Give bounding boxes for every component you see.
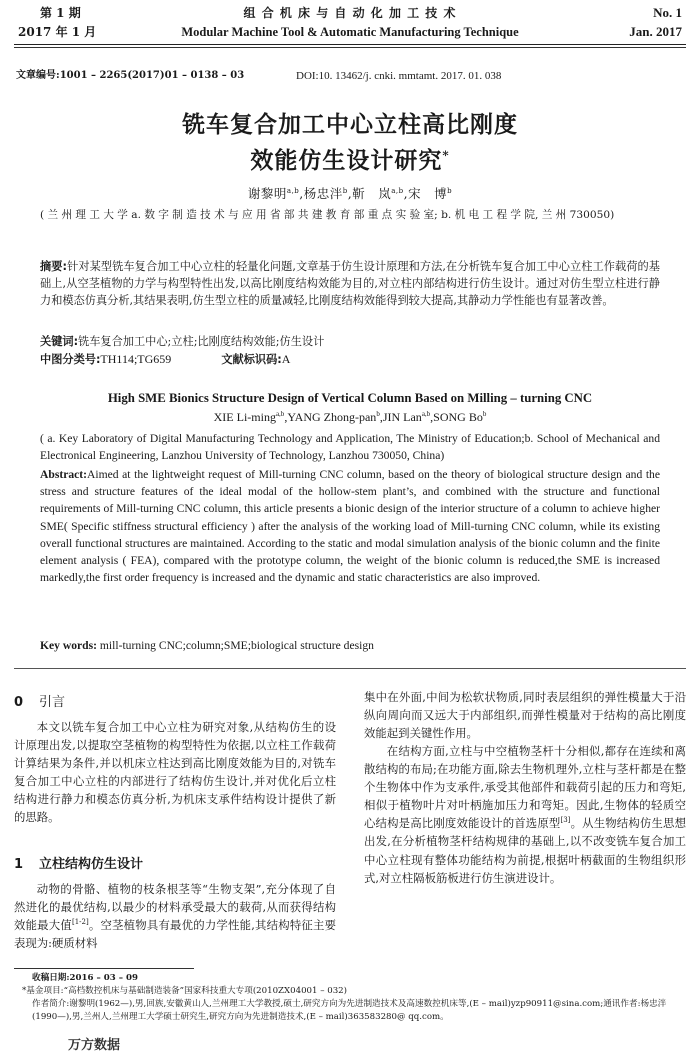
right-col-citation: [3] xyxy=(560,816,571,825)
header-rule xyxy=(14,44,686,45)
right-col-text-b: 。从生物结构仿生思想出发,在分析植物茎杆结构规律的基础上,以不改变铣车复合加工中心立柱现有整体功能结构为前提,根据叶柄截面的生物组织形式,对立柱隔板筋板进行仿生演进设计。 xyxy=(364,816,686,885)
section-0-heading xyxy=(14,694,65,712)
title-en: High SME Bionics Structure Design of Vertical Column Based on Milling – turning CNC xyxy=(107,391,593,405)
journal-en: Modular Machine Tool & Automatic Manufacturing Technique xyxy=(181,25,519,39)
footnote-received: 收稿日期:2016 – 03 – 09 xyxy=(32,973,138,983)
authors-en xyxy=(14,409,686,426)
section-1-heading xyxy=(14,856,143,874)
abstract-en xyxy=(40,466,660,586)
abstract-divider xyxy=(14,668,686,669)
keywords-cn-text: 铣车复合加工中心;立柱;比刚度结构效能;仿生设计 xyxy=(78,335,325,348)
author-cn-1: 谢黎明 xyxy=(247,186,287,201)
author-en-2-sup: b xyxy=(376,410,380,418)
section-1-paragraph xyxy=(14,880,336,952)
author-en-3-sup: a,b xyxy=(421,410,431,418)
issue-en: No. 1 xyxy=(653,5,682,20)
abstract-cn-label: 摘要: xyxy=(40,260,68,273)
article-number: 文章编号:1001 – 2265(2017)01 – 0138 – 03 xyxy=(16,70,245,81)
title-cn-line2-text: 效能仿生设计研究 xyxy=(250,147,443,174)
issue-cn: 第 1 期 xyxy=(40,6,81,20)
section-1-number: 1 xyxy=(14,857,24,872)
author-cn-2: ,杨忠泮 xyxy=(299,186,343,201)
doc-code-label: 文献标识码: xyxy=(221,353,282,366)
section-1-text-a: 动物的骨骼、植物的枝条根茎等“生物支架”,充分体现了自然进化的最优结构,以最少的材料承受最大的载荷,从而获得结构效能最大值 xyxy=(14,882,336,933)
doc-code-value: A xyxy=(281,352,291,366)
keywords-en-text: mill-turning CNC;column;SME;biological structure design xyxy=(97,639,374,652)
keywords-en-label: Key words: xyxy=(40,639,97,652)
affiliation-cn: ( 兰 州 理 工 大 学 a. 数 字 制 造 技 术 与 应 用 省 部 共 建 教 育 部 重 点 实 验 室; b. 机 电 工 程 学 院, 兰 州 730050) xyxy=(40,209,615,221)
author-en-2: ,YANG Zhong-pan xyxy=(284,410,377,424)
doi: DOI:10. 13462/j. cnki. mmtamt. 2017. 01. 038 xyxy=(296,70,502,82)
keywords-en xyxy=(40,637,660,654)
title-cn-line2 xyxy=(14,142,686,175)
keywords-cn xyxy=(40,333,660,350)
date-cn: 2017 年 1 月 xyxy=(18,25,97,39)
title-cn-line1: 铣车复合加工中心立柱高比刚度 xyxy=(182,111,518,138)
keywords-cn-label: 关键词: xyxy=(40,335,79,348)
author-en-1-sup: a,b xyxy=(275,410,285,418)
author-en-4: ,SONG Bo xyxy=(430,410,483,424)
section-1-citation: [1-2] xyxy=(71,918,89,927)
author-cn-4: ,宋 博 xyxy=(403,186,448,201)
authors-cn xyxy=(0,185,700,203)
abstract-cn-text: 针对某型铣车复合加工中心立柱的轻量化问题,文章基于仿生设计原理和方法,在分析铣车复合加工中心立柱工作载荷的基础上,从空茎植物的力学与构型特性出发,以高比刚度结构效能为目的,对立柱内部结构进行仿生设计。通过对仿生型立柱进行静力和模态仿真分析,其结果表明,仿生型立柱的质量减轻,比刚度结构效能得到较大提高,其静动力学性能也有显著改善。 xyxy=(40,260,660,307)
right-col-paragraph-2 xyxy=(364,742,686,887)
footnote-author: 作者简介:谢黎明(1962—),男,回族,安徽黄山人,兰州理工大学教授,硕士,研究方向为先进制造技术及高速数控机床等,(E – mail)yzp90911@sina.com;通讯作者:杨忠泮(1990—),男,兰州人,兰州理工大学硕士研究生,研究方向为先进制造技术,(E – mail)363583280@ qq.com。 xyxy=(32,999,667,1022)
header-rule-thin xyxy=(14,47,686,48)
section-1-text-b: 。空茎植物具有最优的力学性能,其结构特征主要表现为:硬质材料 xyxy=(14,918,336,951)
date-en: Jan. 2017 xyxy=(629,24,682,39)
abstract-cn xyxy=(40,258,660,309)
classification-label: 中图分类号: xyxy=(40,353,101,366)
affiliation-en: ( a. Key Laboratory of Digital Manufacturing Technology and Application, The Ministry of Education;b. School of Mechanical and Electronical Engineering, Lanzhou University of Technology, Lanzhou 730050, China) xyxy=(40,432,660,463)
author-cn-3: ,靳 岚 xyxy=(347,186,392,201)
section-1-title: 立柱结构仿生设计 xyxy=(39,857,144,872)
author-cn-1-sup: a,b xyxy=(286,186,300,195)
author-en-4-sup: b xyxy=(482,410,487,418)
abstract-en-label: Abstract: xyxy=(40,468,88,481)
section-0-paragraph: 本文以铣车复合加工中心立柱为研究对象,从结构仿生的设计原理出发,以提取空茎植物的构型特性为依据,以立柱工作载荷计算结果为条件,并以机床立柱达到高比刚度效能为目的,对铣车复合加工中心立柱的内部进行了结构仿生设计,并对优化后立柱结构进行静力和模态仿真分析,为机床支承件结构设计提供了新的思路。 xyxy=(14,720,336,825)
author-en-3: ,JIN Lan xyxy=(379,410,422,424)
journal-cn: 组 合 机 床 与 自 动 化 加 工 技 术 xyxy=(243,6,457,20)
author-cn-2-sup: b xyxy=(342,186,348,195)
section-0-title: 引言 xyxy=(39,695,66,710)
wanfang-watermark: 万方数据 xyxy=(68,1038,121,1053)
abstract-en-text: Aimed at the lightweight request of Mill-turning CNC column, based on the theory of biological structure design and the stress and structure features of the ideal modal of the hollow-stem plant’s, and combined with the structure and functional requirements of Mill-turning CNC column, this article presents a bionic design of the interior structure of a column to achieve higher SME( Specific stiffness structural efficiency ) after the analysis of the working load of Mill-turning CNC column, while its existing overall functional structures are maintained. According to the static and modal simulation analysis of the bionic column and the finite element analysis ( FEA), compared with the prototype column, the weight of the bionic column is reduced,the SME is increased markedly,the first order frequency is increased and the dynamic and static characteristics are also improved. xyxy=(40,468,660,585)
right-col-paragraph-1: 集中在外面,中间为松软状物质,同时表层组织的弹性模量大于沿纵向周向而又远大于内部组织,而弹性模量对于结构的高比刚度效能起到关键性作用。 xyxy=(364,690,686,741)
section-0-number: 0 xyxy=(14,695,24,710)
classification xyxy=(40,351,660,368)
title-star: * xyxy=(442,148,450,163)
footnote-fund: *基金项目:“高档数控机床与基础制造装备”国家科技重大专项(2010ZX04001 – 032) xyxy=(22,986,347,996)
right-col-text-a: 在结构方面,立柱与中空植物茎杆十分相似,都存在连续和离散结构的布局;在功能方面,除去生物机理外,立柱与茎杆都是在整个生物体中作为支承件,承受其他部件和载荷引起的压力和弯矩,相似于植物叶片对叶柄施加压力和弯矩。因此,生物体的轻质空心结构是高比刚度效能设计的首选原型 xyxy=(364,744,686,831)
footnote-rule xyxy=(14,968,194,969)
classification-value: TH114;TG659 xyxy=(100,352,172,366)
author-cn-4-sup: b xyxy=(447,186,453,195)
author-cn-3-sup: a,b xyxy=(391,186,404,195)
author-en-1: XIE Li-ming xyxy=(213,410,276,424)
